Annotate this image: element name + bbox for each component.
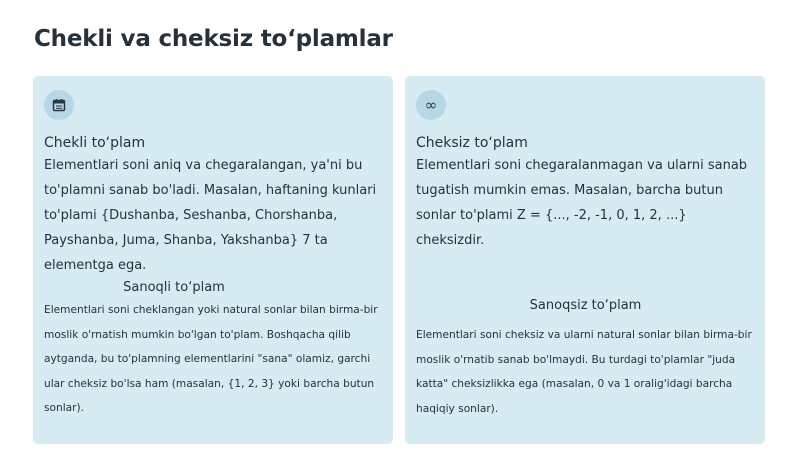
card-icon-badge bbox=[44, 90, 74, 120]
card-text: Elementlari soni chegaralanmagan va ularni sanab tugatish mumkin emas. Masalan, barcha butun sonlar to'plami Z = {..., -2, -1, 0, 1, 2, ...} cheksizdir. bbox=[416, 158, 748, 248]
card-infinite-set bbox=[405, 76, 765, 444]
card-heading: Cheksiz to‘plam bbox=[416, 135, 528, 151]
card-sub-heading: Sanoqli to‘plam bbox=[123, 280, 225, 295]
card-icon-badge bbox=[416, 90, 446, 120]
infinity-icon: ∞ bbox=[424, 95, 438, 114]
calendar-icon bbox=[52, 98, 66, 112]
card-text: Elementlari soni aniq va chegaralangan, ya'ni bu to'plamni sanab bo'ladi. Masalan, haftaning kunlari to'plami {Dushanba, Seshanba, Chorshanba, Payshanba, Juma, Shanba, Yakshanba} 7 ta elementga ega. bbox=[44, 158, 377, 273]
card-sub-heading: Sanoqsiz to‘plam bbox=[529, 298, 642, 313]
card-sub-text: Elementlari soni cheksiz va ularni natural sonlar bilan birma-bir moslik o'rnatib sanab bo'lmaydi. Bu turdagi to'plamlar "juda katta" cheksizlikka ega (masalan, 0 va 1 oralig'idagi barcha haqiqiy sonlar). bbox=[416, 329, 752, 415]
card-finite-set bbox=[33, 76, 393, 444]
card-sub-text: Elementlari soni cheklangan yoki natural sonlar bilan birma-bir moslik o'rnatish mumkin bo'lgan to'plam. Boshqacha qilib aytganda, bu to'plamning elementlarini "sana" olamiz, garchi ular cheksiz bo'lsa ham (masalan, {1, 2, 3} yoki barcha butun sonlar). bbox=[44, 304, 378, 414]
page-title: Chekli va cheksiz to‘plamlar bbox=[34, 26, 393, 52]
card-heading: Chekli to‘plam bbox=[44, 135, 146, 151]
